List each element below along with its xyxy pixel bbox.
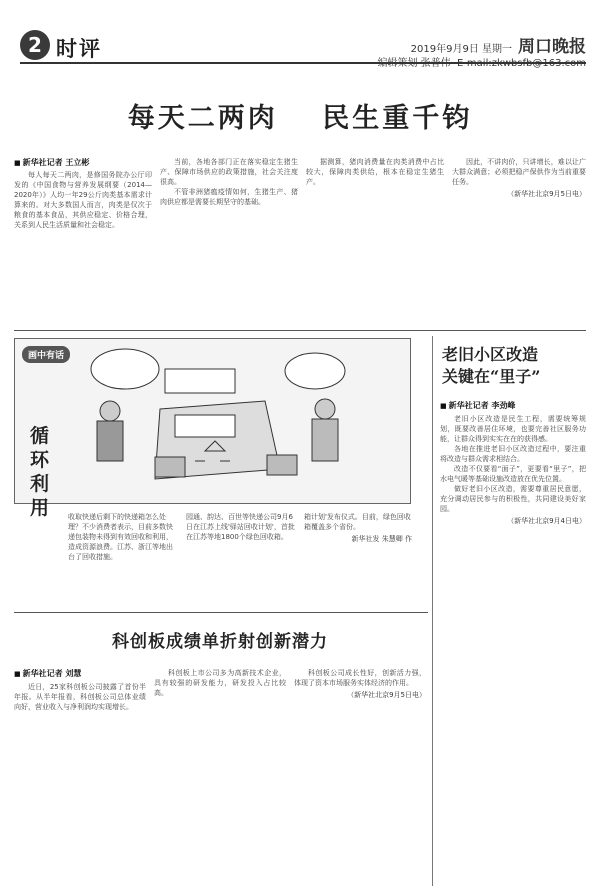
lead-para: 不管非洲猪瘟疫情如何，生猪生产、猪肉供应都是需要长期坚守的基础。: [160, 188, 298, 206]
masthead: 周口晚报: [518, 37, 586, 57]
section-divider: [14, 330, 586, 331]
comic-caption-col-1: 收取快递后剩下的快递箱怎么处理？不少消费者表示，目前多数快递包装物未得到有效回收和利用，造成资源浪费。江苏、浙江等地出台了回收措施。: [68, 513, 173, 561]
page-number: 2: [20, 30, 50, 60]
comic-drawing: [15, 339, 411, 504]
right-credit: （新华社北京9月4日电）: [507, 517, 586, 525]
comic-illustration: [14, 338, 411, 504]
right-para: 改造不仅要看“面子”，更要看“里子”，把水电气暖等基础设施改造放在优先位置。: [440, 465, 586, 483]
section-title: 时评: [56, 36, 102, 61]
comic-caption-col-3: [304, 512, 412, 596]
date-line: 2019年9月9日 星期一: [410, 44, 512, 55]
lead-para: 因此，不讲肉价，只讲增长，难以让广大群众满意；必须把稳产保供作为当前重要任务。: [452, 158, 586, 186]
headline-part2: 民生重千钧: [322, 103, 473, 134]
lead-headline: [0, 96, 600, 135]
caption-text: 箱计划'发布仪式。目前，绿色回收箱覆盖多个省份。: [304, 513, 411, 531]
comic-caption-col-2: 园通、韵达、百世等快递公司9月6日在江苏上线'驿站回收计划'，首批在江苏等地1800个绿色回收箱。: [186, 513, 295, 541]
lead-para: 每人每天二两肉，是修国务院办公厅印发的《中国食物与营养发展纲要（2014—2020年）》人均一年29公斤肉类基本需求计算来的。对大多数国人而言，肉类是仅次于粮食的基本食品，其供应稳定、价格合理，关系到人民生活质量和社会稳定。: [14, 171, 152, 229]
kcb-byline: ■ 新华社记者 刘慧: [14, 668, 81, 679]
lead-col-1: [14, 170, 152, 328]
right-para: 老旧小区改造是民生工程，需要统筹规划，既要改善居住环境，也要完善社区服务功能，让群众得到实实在在的获得感。: [440, 415, 586, 443]
right-para: 各地在推进老旧小区改造过程中，要注重将改造与群众需求相结合。: [440, 445, 586, 463]
right-body: [440, 414, 586, 884]
kcb-headline: 科创板成绩单折射创新潜力: [112, 632, 328, 652]
lead-col-4: [452, 157, 586, 327]
comic-credit: 新华社发 朱慧卿 作: [351, 535, 412, 543]
right-headline-line1: 老旧小区改造: [442, 345, 539, 364]
lead-byline: ■ 新华社记者 王立彬: [14, 157, 89, 168]
comic-tag: 画中有话: [22, 346, 70, 363]
header-info: [377, 32, 586, 71]
kcb-col-1: [14, 682, 146, 882]
kcb-col-3: [294, 668, 426, 882]
kcb-para: 科创板公司成长性好，创新活力强，体现了资本市场服务实体经济的作用。: [294, 669, 426, 687]
kcb-divider: [14, 612, 428, 613]
lead-col-3: [306, 157, 444, 327]
kcb-col-2: [154, 668, 286, 882]
header-rule: [20, 62, 586, 64]
headline-part1: 每天二两肉: [127, 103, 278, 134]
kcb-credit: （新华社北京9月5日电）: [347, 691, 426, 699]
right-byline: ■ 新华社记者 李劲峰: [440, 400, 515, 411]
kcb-para: 科创板上市公司多为高新技术企业，具有较强的研发能力，研发投入占比较高。: [154, 669, 286, 697]
lead-para: 当前，各地各部门正在落实稳定生猪生产、保障市场供应的政策措施，社会关注度很高。: [160, 158, 298, 186]
lead-col-2: [160, 157, 298, 327]
right-para: 做好老旧小区改造，需要尊重居民意愿，充分调动居民参与的积极性，共同建设美好家园。: [440, 485, 586, 513]
page-header: [0, 0, 600, 60]
lead-credit: （新华社北京9月5日电）: [507, 190, 586, 198]
column-divider: [432, 336, 433, 886]
kcb-para: 近日，25家科创板公司披露了首份半年报。从半年报看，科创板公司总体业绩向好，营业收入与净利润均实现增长。: [14, 683, 146, 711]
comic-title: 循环利用: [30, 425, 50, 519]
lead-para: 据测算，猪肉消费量在肉类消费中占比较大，保障肉类供给，根本在稳定生猪生产。: [306, 158, 444, 186]
right-headline: [442, 344, 540, 388]
right-headline-line2: 关键在“里子”: [442, 367, 541, 386]
